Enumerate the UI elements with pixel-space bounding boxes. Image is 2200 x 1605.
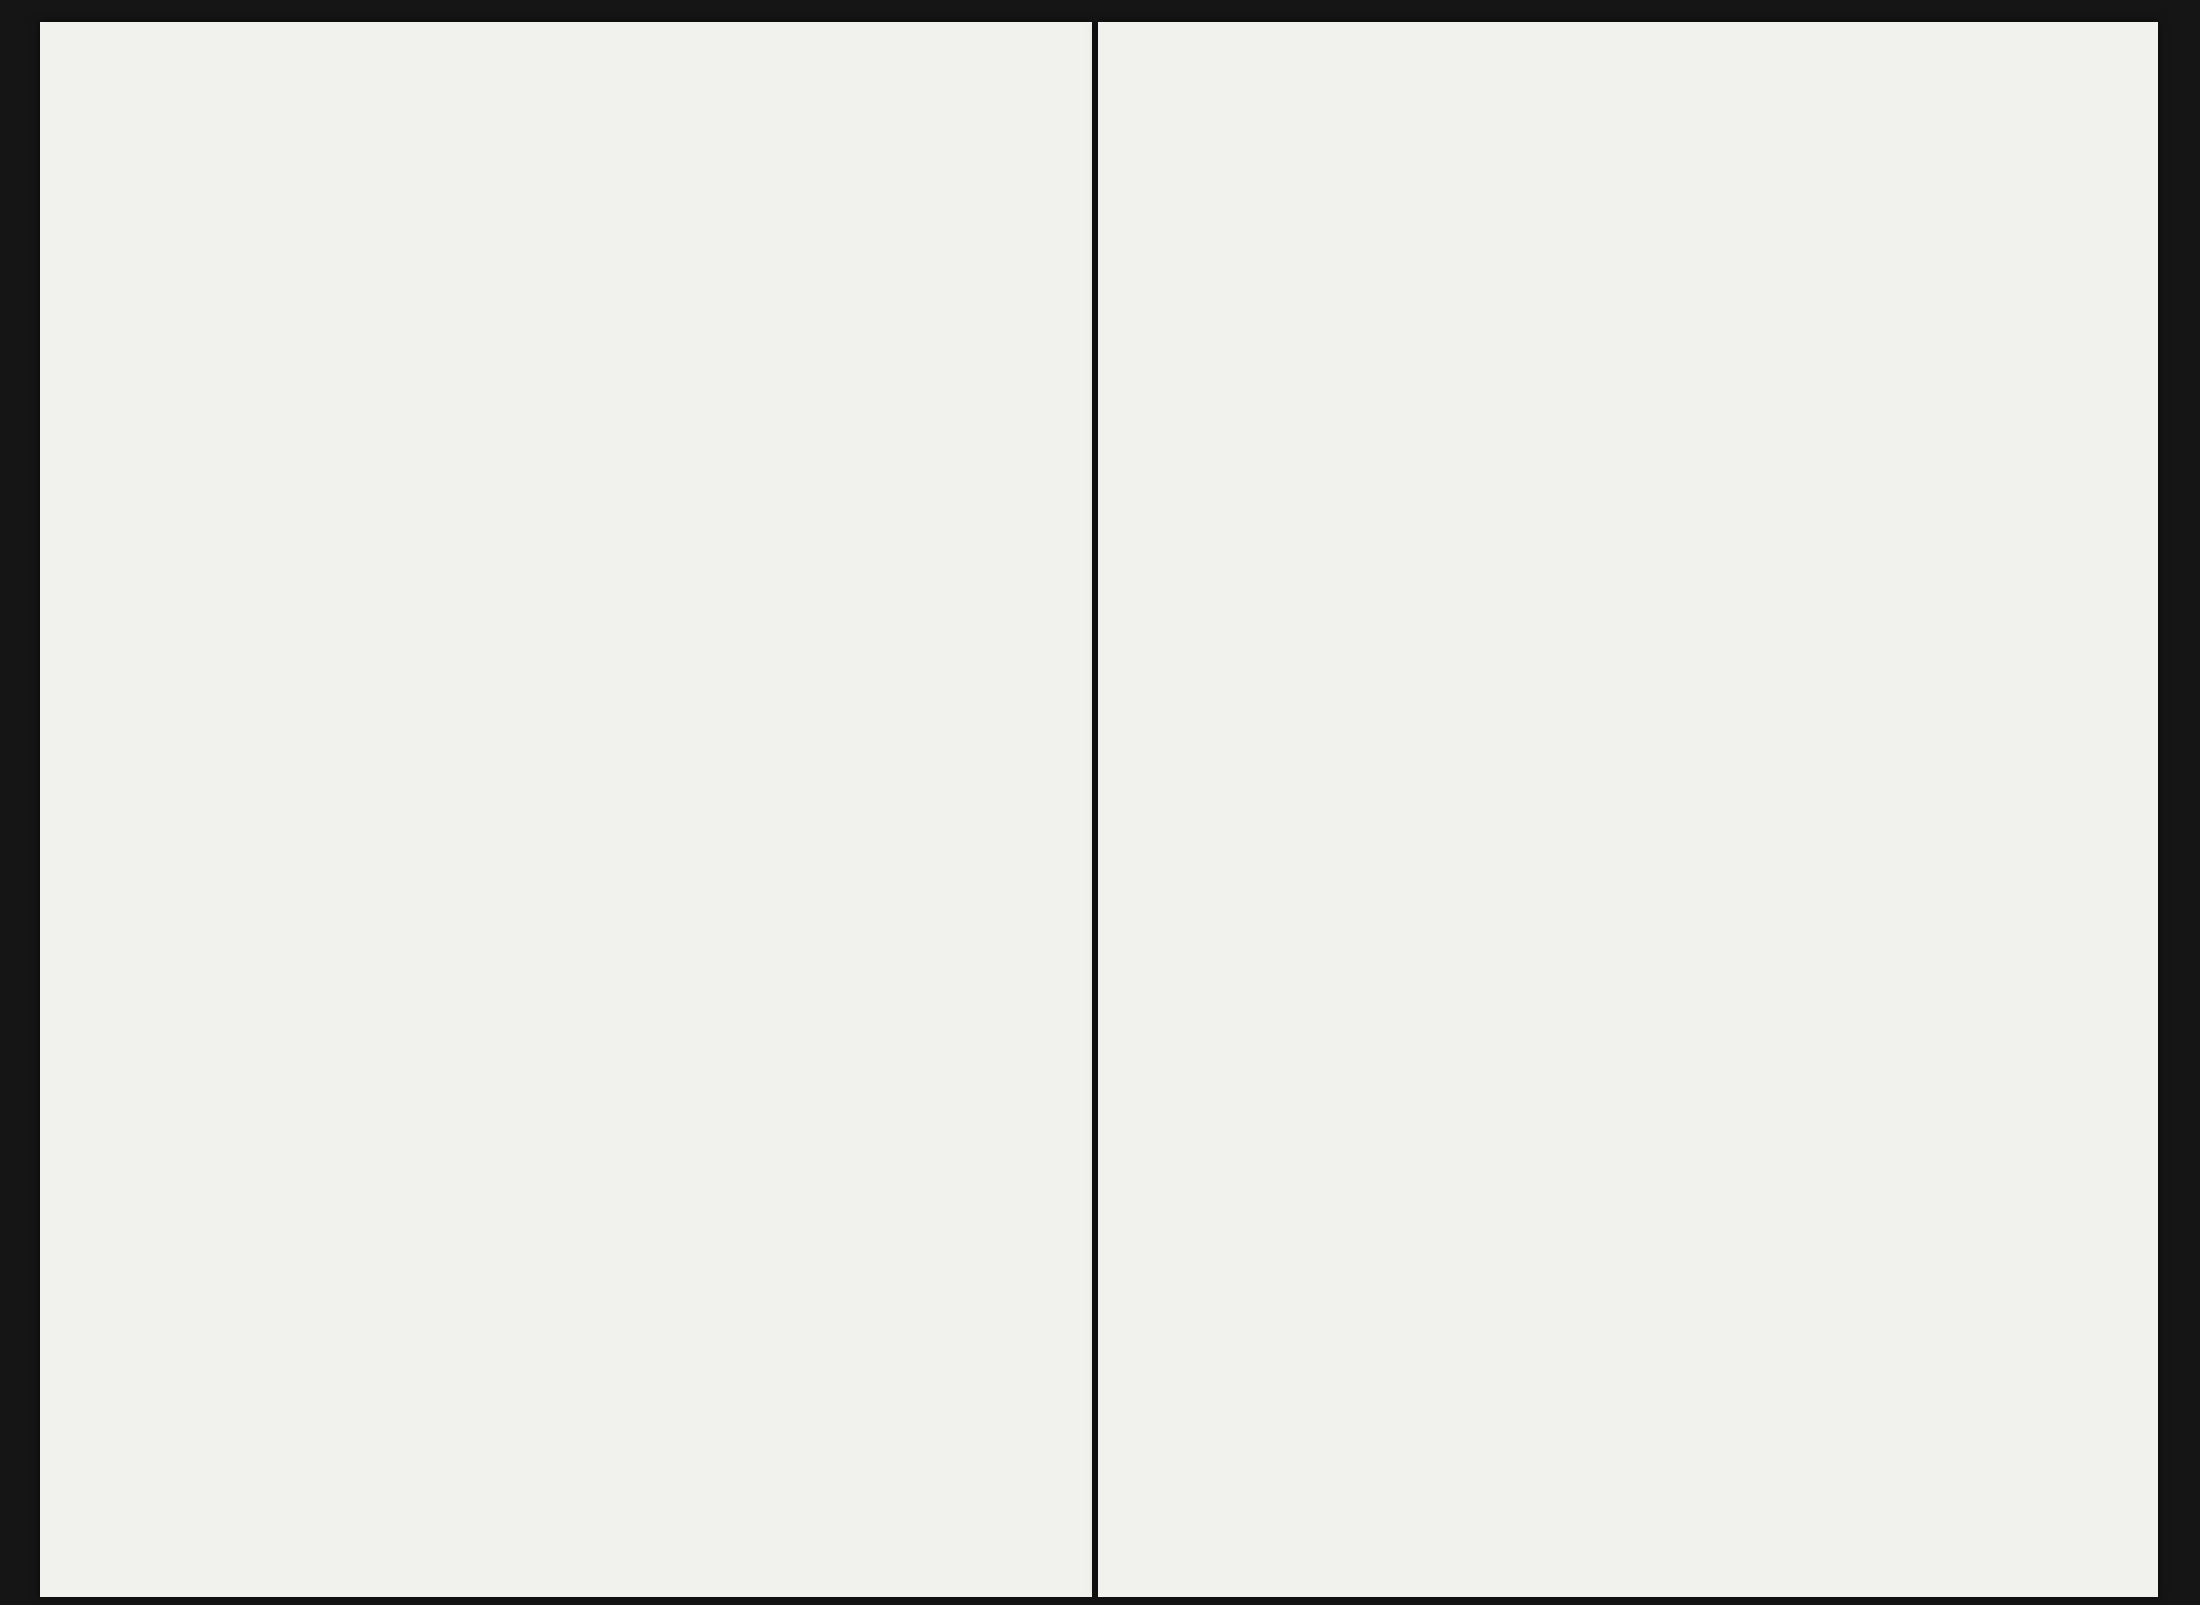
left-register-page	[40, 22, 1092, 1597]
left-ruling	[40, 22, 1092, 1597]
right-register-page	[1098, 22, 2158, 1597]
stafning-header	[451, 142, 475, 262]
right-ruling	[1098, 22, 2158, 1597]
